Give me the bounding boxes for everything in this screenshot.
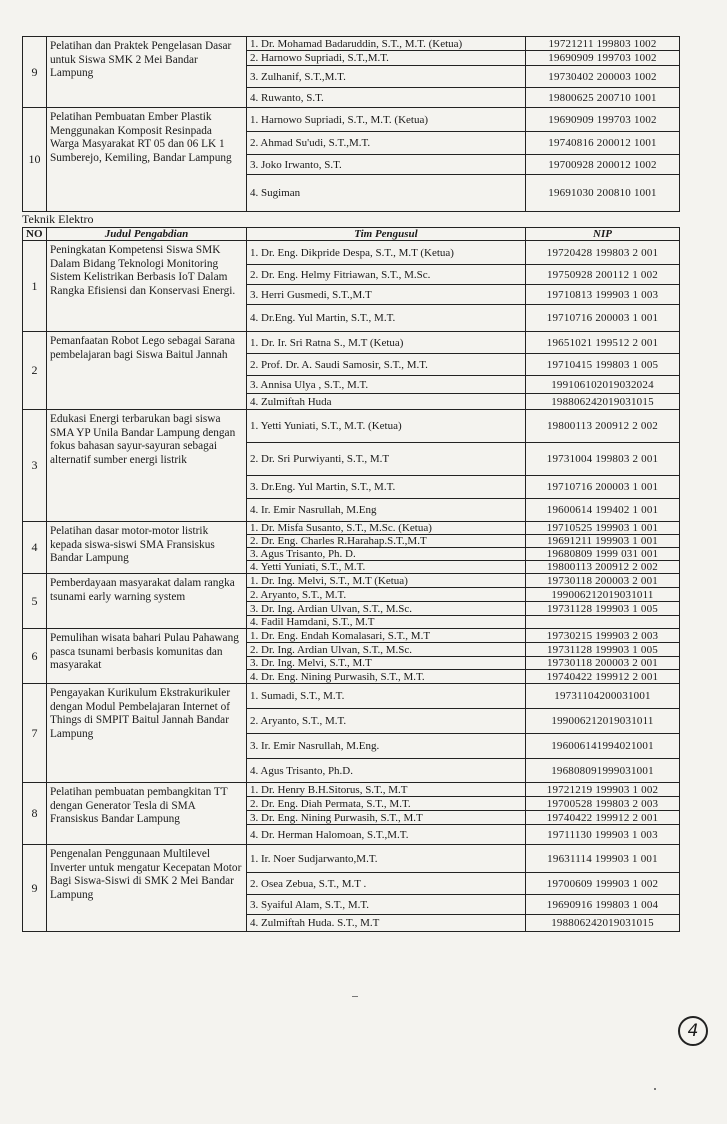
member-name: 1. Dr. Eng. Dikpride Despa, S.T., M.T (Ketua) — [247, 241, 526, 265]
member-nip: 199006212019031011 — [526, 709, 680, 734]
member-nip — [526, 616, 680, 629]
header-tim: Tim Pengusul — [247, 228, 526, 241]
member-name: 2. Prof. Dr. A. Saudi Samosir, S.T., M.T. — [247, 354, 526, 376]
member-nip: 19800113 200912 2 002 — [526, 410, 680, 443]
scan-speck — [352, 996, 358, 997]
table-row — [23, 783, 680, 797]
member-nip: 19700609 199903 1 002 — [526, 873, 680, 895]
member-nip: 19731104200031001 — [526, 684, 680, 709]
member-nip: 19700528 199803 2 003 — [526, 797, 680, 811]
header-no: NO — [23, 228, 47, 241]
table-row — [23, 684, 680, 709]
member-name: 4. Ir. Emir Nasrullah, M.Eng — [247, 499, 526, 522]
member-name: 1. Yetti Yuniati, S.T., M.T. (Ketua) — [247, 410, 526, 443]
member-name: 1. Dr. Mohamad Badaruddin, S.T., M.T. (Ketua) — [247, 37, 526, 51]
member-nip: 19731128 199903 1 005 — [526, 602, 680, 616]
row-number: 1 — [23, 241, 47, 332]
judul-cell: Pemberdayaan masyarakat dalam rangka tsunami early warning system — [47, 574, 247, 629]
table-row — [23, 629, 680, 643]
section-title: Teknik Elektro — [22, 212, 94, 226]
member-nip: 19700928 200012 1002 — [526, 155, 680, 175]
member-nip: 198806242019031015 — [526, 394, 680, 410]
main-table-body — [23, 241, 680, 932]
member-name: 3. Dr. Ing. Ardian Ulvan, S.T., M.Sc. — [247, 602, 526, 616]
row-number: 8 — [23, 783, 47, 845]
member-nip: 19720428 199803 2 001 — [526, 241, 680, 265]
member-name: 3. Dr. Eng. Nining Purwasih, S.T., M.T — [247, 811, 526, 825]
member-nip: 19740816 200012 1001 — [526, 132, 680, 155]
member-name: 2. Dr. Eng. Helmy Fitriawan, S.T., M.Sc. — [247, 265, 526, 285]
member-name: 2. Ahmad Su'udi, S.T.,M.T. — [247, 132, 526, 155]
table-row — [23, 332, 680, 354]
judul-cell: Pengenalan Penggunaan Multilevel Inverter untuk mengatur Kecepatan Motor Bagi Siswa-Siswi di SMK 2 Mei Bandar Lampung — [47, 845, 247, 932]
member-nip: 19750928 200112 1 002 — [526, 265, 680, 285]
member-name: 2. Dr. Sri Purwiyanti, S.T., M.T — [247, 443, 526, 476]
member-name: 1. Dr. Ing. Melvi, S.T., M.T (Ketua) — [247, 574, 526, 588]
member-name: 2. Dr. Ing. Ardian Ulvan, S.T., M.Sc. — [247, 643, 526, 657]
member-nip: 196808091999031001 — [526, 759, 680, 783]
member-name: 1. Dr. Eng. Endah Komalasari, S.T., M.T — [247, 629, 526, 643]
member-nip: 19691211 199903 1 001 — [526, 535, 680, 548]
member-nip: 19740422 199912 2 001 — [526, 811, 680, 825]
member-nip: 19710716 200003 1 001 — [526, 476, 680, 499]
member-nip: 19721219 199903 1 002 — [526, 783, 680, 797]
member-name: 1. Dr. Ir. Sri Ratna S., M.T (Ketua) — [247, 332, 526, 354]
row-number: 7 — [23, 684, 47, 783]
judul-cell: Pengayakan Kurikulum Ekstrakurikuler dengan Modul Pembelajaran Internet of Things di SMPIT Baitul Jannah Bandar Lampung — [47, 684, 247, 783]
member-nip: 19600614 199402 1 001 — [526, 499, 680, 522]
member-nip: 19730215 199903 2 003 — [526, 629, 680, 643]
row-number: 6 — [23, 629, 47, 684]
member-nip: 19730118 200003 2 001 — [526, 657, 680, 670]
member-nip: 19690916 199803 1 004 — [526, 895, 680, 915]
member-nip: 198806242019031015 — [526, 915, 680, 932]
member-name: 3. Herri Gusmedi, S.T.,M.T — [247, 285, 526, 305]
member-nip: 19730402 200003 1002 — [526, 66, 680, 88]
header-row — [23, 228, 680, 241]
member-name: 3. Agus Trisanto, Ph. D. — [247, 548, 526, 561]
member-name: 1. Dr. Misfa Susanto, S.T., M.Sc. (Ketua) — [247, 522, 526, 535]
scan-speck — [654, 1088, 656, 1090]
main-table — [22, 227, 680, 932]
member-name: 1. Ir. Noer Sudjarwanto,M.T. — [247, 845, 526, 873]
member-name: 2. Dr. Eng. Diah Permata, S.T., M.T. — [247, 797, 526, 811]
member-nip: 196006141994021001 — [526, 734, 680, 759]
table-row — [23, 108, 680, 132]
table-row — [23, 241, 680, 265]
member-nip: 19710525 199903 1 001 — [526, 522, 680, 535]
member-nip: 19731004 199803 2 001 — [526, 443, 680, 476]
member-nip: 19710415 199803 1 005 — [526, 354, 680, 376]
member-name: 4. Dr. Herman Halomoan, S.T.,M.T. — [247, 825, 526, 845]
member-name: 4. Agus Trisanto, Ph.D. — [247, 759, 526, 783]
top-table — [22, 36, 680, 212]
member-name: 3. Ir. Emir Nasrullah, M.Eng. — [247, 734, 526, 759]
member-nip: 19710813 199903 1 003 — [526, 285, 680, 305]
member-name: 2. Harnowo Supriadi, S.T.,M.T. — [247, 51, 526, 66]
member-name: 4. Ruwanto, S.T. — [247, 88, 526, 108]
member-name: 4. Dr. Eng. Nining Purwasih, S.T., M.T. — [247, 670, 526, 684]
member-nip: 19731128 199903 1 005 — [526, 643, 680, 657]
member-name: 3. Annisa Ulya , S.T., M.T. — [247, 376, 526, 394]
member-nip: 19711130 199903 1 003 — [526, 825, 680, 845]
member-nip: 19680809 1999 031 001 — [526, 548, 680, 561]
judul-cell: Pelatihan dasar motor-motor listrik kepada siswa-siswi SMA Fransiskus Bandar Lampung — [47, 522, 247, 574]
page-number: 4 — [678, 1016, 708, 1046]
row-number: 10 — [23, 108, 47, 212]
judul-cell: Pelatihan dan Praktek Pengelasan Dasar untuk Siswa SMK 2 Mei Bandar Lampung — [47, 37, 247, 108]
header-judul: Judul Pengabdian — [47, 228, 247, 241]
member-name: 1. Sumadi, S.T., M.T. — [247, 684, 526, 709]
member-name: 4. Fadil Hamdani, S.T., M.T — [247, 616, 526, 629]
member-nip: 19730118 200003 2 001 — [526, 574, 680, 588]
member-name: 2. Aryanto, S.T., M.T. — [247, 709, 526, 734]
header-nip: NIP — [526, 228, 680, 241]
member-nip: 19800625 200710 1001 — [526, 88, 680, 108]
judul-cell: Pemanfaatan Robot Lego sebagai Sarana pembelajaran bagi Siswa Baitul Jannah — [47, 332, 247, 410]
member-name: 1. Harnowo Supriadi, S.T., M.T. (Ketua) — [247, 108, 526, 132]
member-name: 3. Joko Irwanto, S.T. — [247, 155, 526, 175]
member-name: 4. Zulmiftah Huda. S.T., M.T — [247, 915, 526, 932]
member-nip: 19690909 199703 1002 — [526, 108, 680, 132]
member-name: 4. Sugiman — [247, 175, 526, 212]
member-name: 1. Dr. Henry B.H.Sitorus, S.T., M.T — [247, 783, 526, 797]
member-nip: 19710716 200003 1 001 — [526, 305, 680, 332]
member-nip: 19691030 200810 1001 — [526, 175, 680, 212]
member-name: 4. Yetti Yuniati, S.T., M.T. — [247, 561, 526, 574]
judul-cell: Pelatihan pembuatan pembangkitan TT dengan Generator Tesla di SMA Fransiskus Bandar Lampung — [47, 783, 247, 845]
member-nip: 19690909 199703 1002 — [526, 51, 680, 66]
row-number: 9 — [23, 845, 47, 932]
member-name: 3. Dr.Eng. Yul Martin, S.T., M.T. — [247, 476, 526, 499]
judul-cell: Pemulihan wisata bahari Pulau Pahawang pasca tsunami berbasis komunitas dan masyarakat — [47, 629, 247, 684]
table-row — [23, 574, 680, 588]
table-row — [23, 37, 680, 51]
row-number: 3 — [23, 410, 47, 522]
member-name: 4. Zulmiftah Huda — [247, 394, 526, 410]
member-nip: 19800113 200912 2 002 — [526, 561, 680, 574]
row-number: 4 — [23, 522, 47, 574]
member-name: 2. Dr. Eng. Charles R.Harahap.S.T.,M.T — [247, 535, 526, 548]
member-nip: 19631114 199903 1 001 — [526, 845, 680, 873]
table-row — [23, 522, 680, 535]
table-row — [23, 845, 680, 873]
member-nip: 19651021 199512 2 001 — [526, 332, 680, 354]
member-name: 2. Osea Zebua, S.T., M.T . — [247, 873, 526, 895]
top-table-body — [23, 37, 680, 212]
judul-cell: Peningkatan Kompetensi Siswa SMK Dalam Bidang Teknologi Monitoring Sistem Kelistrikan Berbasis IoT Dalam Rangka Efisiensi dan Konservasi Energi. — [47, 241, 247, 332]
member-nip: 199006212019031011 — [526, 588, 680, 602]
member-name: 2. Aryanto, S.T., M.T. — [247, 588, 526, 602]
judul-cell: Edukasi Energi terbarukan bagi siswa SMA YP Unila Bandar Lampung dengan fokus bahasan sayur-sayuran sebagai alternatif sumber energi listrik — [47, 410, 247, 522]
member-name: 4. Dr.Eng. Yul Martin, S.T., M.T. — [247, 305, 526, 332]
row-number: 2 — [23, 332, 47, 410]
table-row — [23, 410, 680, 443]
judul-cell: Pelatihan Pembuatan Ember Plastik Menggunakan Komposit Resinpada Warga Masyarakat RT 05 dan 06 LK 1 Sumberejo, Kemiling, Bandar Lampung — [47, 108, 247, 212]
row-number: 5 — [23, 574, 47, 629]
member-name: 3. Dr. Ing. Melvi, S.T., M.T — [247, 657, 526, 670]
row-number: 9 — [23, 37, 47, 108]
member-name: 3. Zulhanif, S.T.,M.T. — [247, 66, 526, 88]
member-nip: 19740422 199912 2 001 — [526, 670, 680, 684]
member-nip: 199106102019032024 — [526, 376, 680, 394]
member-name: 3. Syaiful Alam, S.T., M.T. — [247, 895, 526, 915]
member-nip: 19721211 199803 1002 — [526, 37, 680, 51]
